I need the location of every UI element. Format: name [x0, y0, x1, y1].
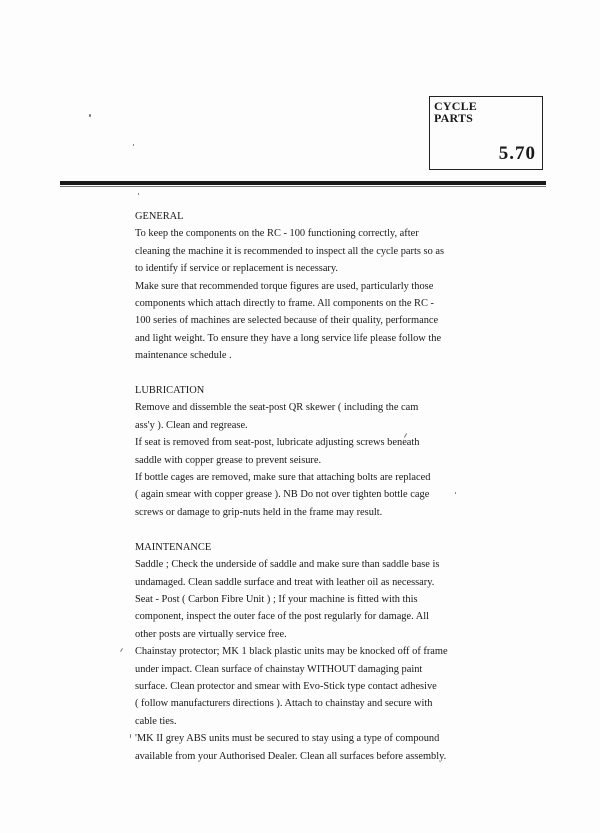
text-line: available from your Authorised Dealer. Clean all surfaces before assembly. — [135, 750, 447, 762]
text-line: If bottle cages are removed, make sure that attaching bolts are replaced — [135, 472, 431, 484]
document-body — [135, 208, 480, 782]
section-title-line1: CYCLE — [434, 99, 478, 113]
text-line: components which attach directly to frame. All components on the RC - — [135, 298, 434, 310]
text-line: Saddle ; Check the underside of saddle and make sure than saddle base is — [135, 559, 440, 571]
header-rule — [60, 181, 546, 185]
text-line: ( again smear with copper grease ). NB Do not over tighten bottle cage — [135, 489, 430, 501]
text-line: under impact. Clean surface of chainstay WITHOUT damaging paint — [135, 663, 423, 675]
section-maintenance — [135, 539, 480, 765]
scan-speck — [138, 193, 139, 195]
text-line: screws or damage to grip-nuts held in the frame may result. — [135, 506, 383, 518]
text-line: If seat is removed from seat-post, lubricate adjusting screws beneath — [135, 437, 420, 449]
section-title-line2: PARTS — [434, 111, 474, 125]
section-heading: GENERAL — [135, 211, 184, 222]
text-line: and light weight. To ensure they have a long service life please follow the — [135, 332, 442, 344]
text-line: maintenance schedule . — [135, 350, 232, 362]
scan-speck — [120, 648, 123, 652]
scan-speck — [130, 734, 131, 738]
text-line: cleaning the machine it is recommended to inspect all the cycle parts so as — [135, 245, 445, 257]
text-line: 100 series of machines are selected because of their quality, performance — [135, 315, 439, 327]
text-line: undamaged. Clean saddle surface and treat with leather oil as necessary. — [135, 576, 435, 588]
section-heading: LUBRICATION — [135, 385, 205, 397]
scan-speck — [133, 144, 134, 146]
text-line: ( follow manufacturers directions ). Attach to chainstay and secure with — [135, 698, 433, 710]
section-heading: MAINTENANCE — [135, 541, 212, 553]
text-line: Make sure that recommended torque figures are used, particularly those — [135, 280, 434, 292]
scan-speck — [89, 114, 91, 117]
text-line: surface. Clean protector and smear with Evo-Stick type contact adhesive — [135, 680, 437, 692]
text-line: Chainstay protector; MK 1 black plastic units may be knocked off of frame — [135, 646, 448, 658]
section-general — [135, 208, 480, 365]
text-line: Seat - Post ( Carbon Fibre Unit ) ; If your machine is fitted with this — [135, 593, 418, 605]
section-title — [434, 100, 477, 124]
text-line: To keep the components on the RC - 100 functioning correctly, after — [135, 228, 419, 240]
text-line: other posts are virtually service free. — [135, 628, 287, 640]
section-lubrication — [135, 382, 480, 521]
section-header-box — [429, 96, 543, 170]
text-line: 'MK II grey ABS units must be secured to stay using a type of compound — [135, 733, 440, 745]
header-rule-shadow — [60, 186, 546, 187]
page-number: 5.70 — [498, 143, 536, 164]
text-line: ass'y ). Clean and regrease. — [135, 419, 248, 431]
text-line: Remove and dissemble the seat-post QR skewer ( including the cam — [135, 402, 419, 414]
text-line: to identify if service or replacement is necessary. — [135, 263, 339, 275]
text-line: component, inspect the outer face of the post regularly for damage. All — [135, 611, 430, 623]
text-line: saddle with copper grease to prevent seisure. — [135, 454, 322, 466]
text-line: cable ties. — [135, 715, 177, 727]
